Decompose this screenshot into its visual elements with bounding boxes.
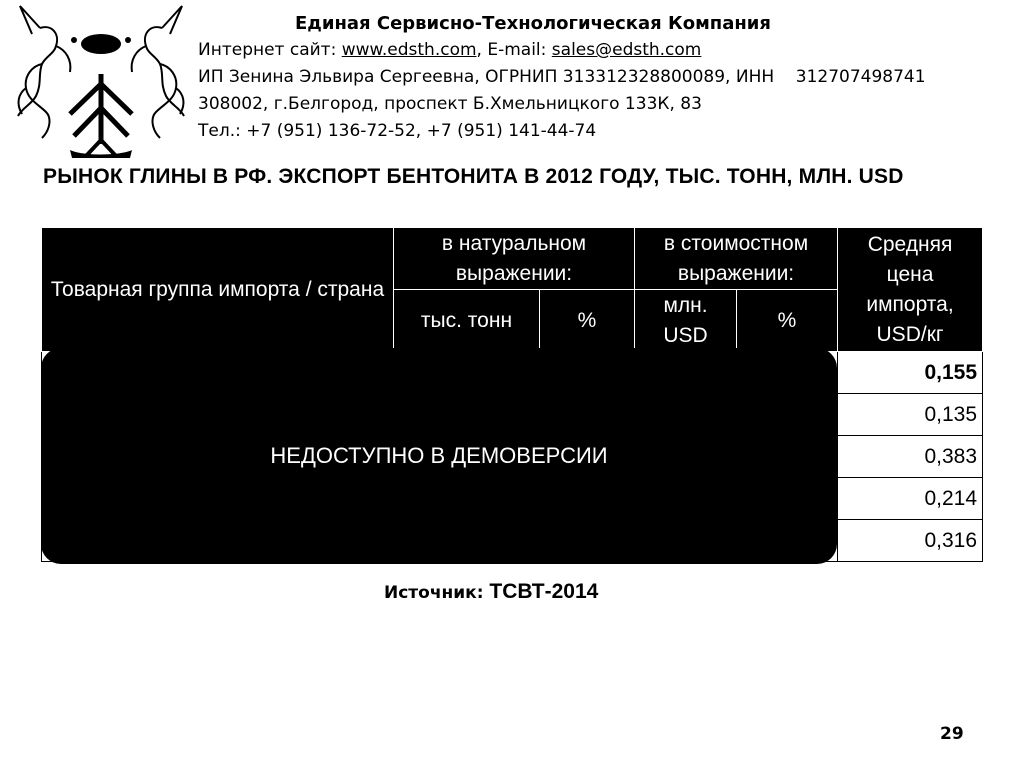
website-label: Интернет сайт: [198, 40, 342, 60]
email-label: , E-mail: [476, 40, 552, 60]
header-percent-natural: % [540, 290, 635, 352]
header-tons: тыс. тонн [394, 290, 540, 352]
contact-line [198, 37, 998, 64]
avg-price-cell: 0,155 [838, 352, 983, 394]
company-logo-emblem [12, 4, 190, 162]
overlay-text: НЕДОСТУПНО В ДЕМОВЕРСИИ [270, 443, 608, 468]
company-name: Единая Сервисно-Технологическая Компания [295, 13, 771, 34]
website-link[interactable]: www.edsth.com [341, 40, 477, 60]
header-avg-price: Средняя цена импорта, USD/кг [838, 228, 983, 352]
email-link[interactable]: sales@edsth.com [551, 40, 702, 60]
source-note [384, 580, 598, 604]
address: 308002, г.Белгород, проспект Б.Хмельницкого 133К, 83 [198, 94, 702, 114]
phone: Тел.: +7 (951) 136-72-52, +7 (951) 141-44-74 [198, 121, 597, 141]
avg-price-cell: 0,383 [838, 436, 983, 478]
avg-price-cell: 0,214 [838, 478, 983, 520]
header-group: Товарная группа импорта / страна [42, 228, 394, 352]
company-header [198, 10, 998, 145]
source-value: ТСВТ-2014 [489, 580, 599, 603]
entrepreneur-info: ИП Зенина Эльвира Сергеевна, ОГРНИП 313312328800089, ИНН 312707498741 [198, 67, 926, 87]
header-value: в стоимостном выражении: [635, 228, 838, 290]
slide-title: РЫНОК ГЛИНЫ В РФ. ЭКСПОРТ БЕНТОНИТА В 2012 ГОДУ, ТЫС. ТОНН, МЛН. USD [43, 165, 904, 188]
heraldic-unicorns-icon [12, 4, 190, 162]
source-label: Источник: [384, 583, 490, 603]
header-natural: в натуральном выражении: [394, 228, 635, 290]
header-percent-value: % [737, 290, 838, 352]
header-musd: млн. USD [635, 290, 737, 352]
demo-unavailable-overlay [41, 348, 837, 564]
page-number: 29 [940, 724, 964, 744]
avg-price-cell: 0,316 [838, 520, 983, 562]
avg-price-cell: 0,135 [838, 394, 983, 436]
